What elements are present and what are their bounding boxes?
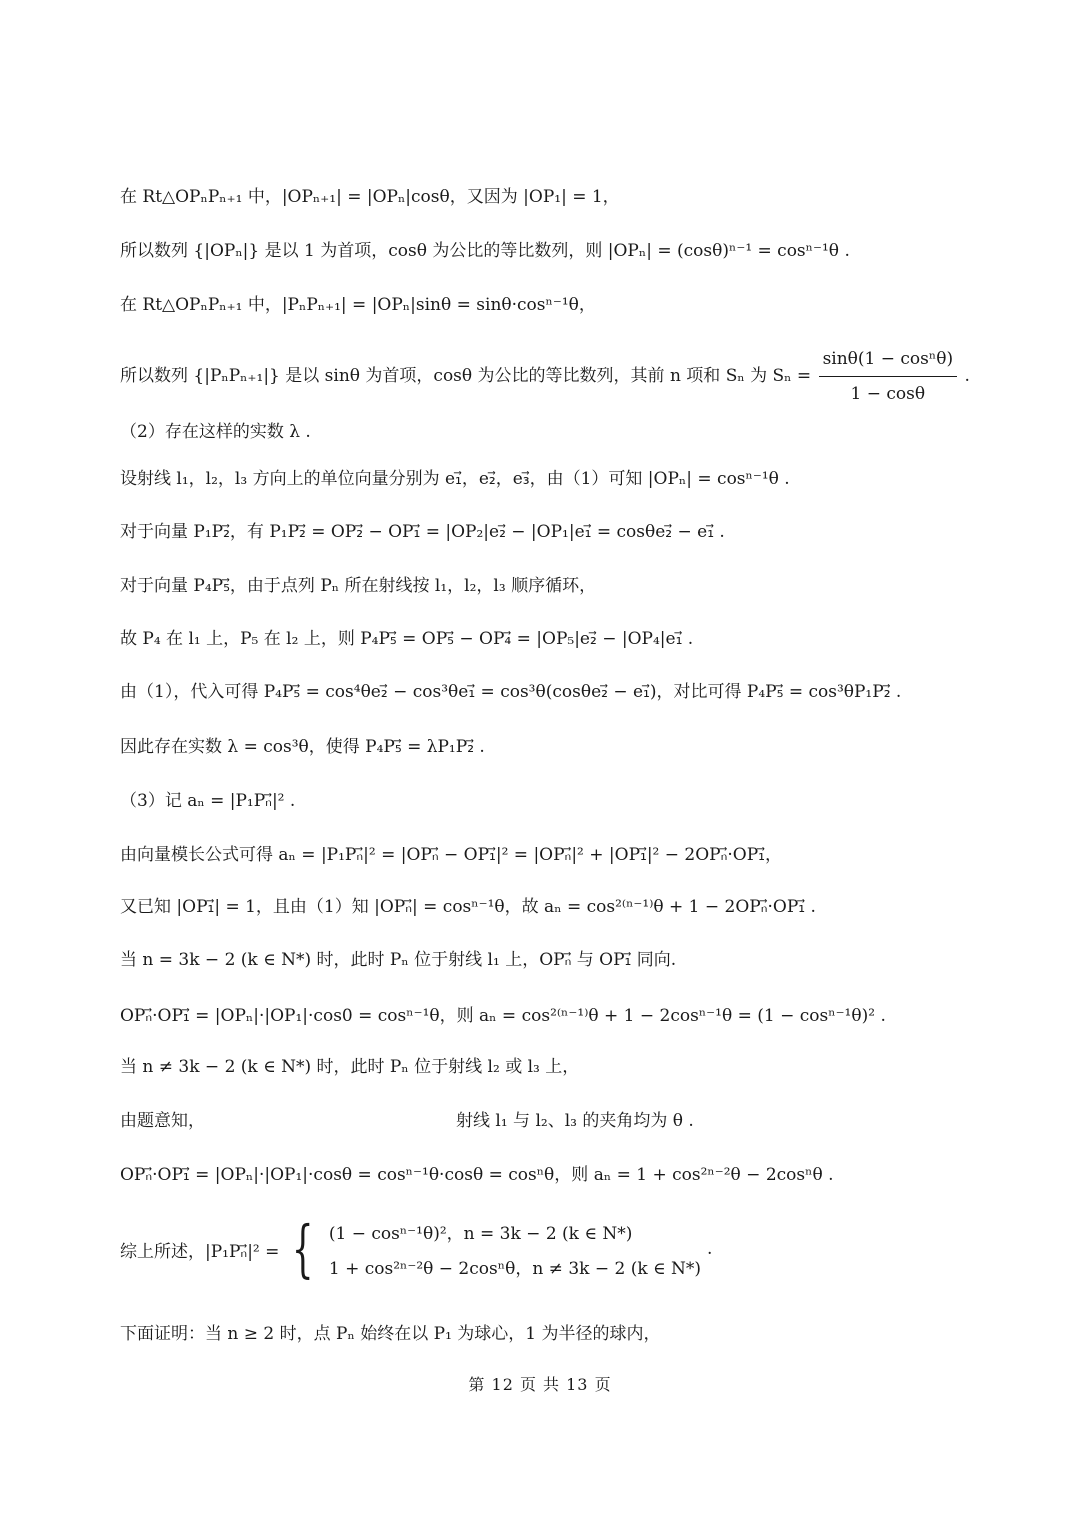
solution-line-10: 由（1），代入可得 P₄P₅⃗ = cos⁴θe₂⃗ − cos³θe₁⃗ = cos³θ(cosθe₂⃗ − e₁⃗)，对比可得 P₄P₅⃗ = cos³θP₁P₂⃗ . (120, 682, 902, 702)
solution-line-9: 故 P₄ 在 l₁ 上，P₅ 在 l₂ 上，则 P₄P₅⃗ = OP₅⃗ − OP₄⃗ = |OP₅|e₂⃗ − |OP₄|e₁⃗ . (120, 629, 694, 649)
solution-line-4-text: 所以数列 {|PₙPₙ₊₁|} 是以 sinθ 为首项，cosθ 为公比的等比数列，其前 n 项和 Sₙ 为 Sₙ = (120, 366, 812, 386)
solution-line-3: 在 Rt△OPₙPₙ₊₁ 中，|PₙPₙ₊₁| = |OPₙ|sinθ = sinθ·cosⁿ⁻¹θ， (120, 295, 596, 315)
solution-line-7: 对于向量 P₁P₂⃗，有 P₁P₂⃗ = OP₂⃗ − OP₁⃗ = |OP₂|e₂⃗ − |OP₁|e₁⃗ = cosθe₂⃗ − e₁⃗ . (120, 522, 725, 542)
solution-line-4-end: . (964, 366, 970, 386)
summary-end: . (707, 1239, 713, 1259)
summary-lead: 综上所述，|P₁Pₙ⃗|² = (120, 1241, 280, 1262)
fraction-numerator: sinθ(1 − cosⁿθ) (819, 346, 958, 377)
partial-sum-fraction (819, 346, 958, 407)
solution-line-15: 当 n = 3k − 2 (k ∈ N*) 时，此时 Pₙ 位于射线 l₁ 上，OPₙ⃗ 与 OP₁⃗ 同向. (120, 950, 677, 970)
solution-line-18 (120, 1109, 1020, 1133)
solution-line-2: 所以数列 {|OPₙ|} 是以 1 为首项，cosθ 为公比的等比数列，则 |OPₙ| = (cosθ)ⁿ⁻¹ = cosⁿ⁻¹θ . (120, 241, 850, 261)
case-1: (1 − cosⁿ⁻¹θ)²，n = 3k − 2 (k ∈ N*) (328, 1224, 633, 1244)
solution-line-18-tail: 射线 l₁ 与 l₂、l₃ 的夹角均为 θ . (456, 1111, 694, 1131)
solution-line-18-lead: 由题意知， (120, 1111, 205, 1131)
solution-line-6: 设射线 l₁，l₂，l₃ 方向上的单位向量分别为 e₁⃗，e₂⃗，e₃⃗，由（1）可知 |OPₙ| = cosⁿ⁻¹θ . (120, 469, 790, 489)
solution-line-13: 由向量模长公式可得 aₙ = |P₁Pₙ⃗|² = |OPₙ⃗ − OP₁⃗|² = |OPₙ⃗|² + |OP₁⃗|² − 2OPₙ⃗·OP₁⃗， (120, 845, 782, 865)
fraction-denominator: 1 − cosθ (850, 384, 926, 404)
solution-line-14: 又已知 |OP₁⃗| = 1，且由（1）知 |OPₙ⃗| = cosⁿ⁻¹θ，故 aₙ = cos²⁽ⁿ⁻¹⁾θ + 1 − 2OPₙ⃗·OP₁⃗ . (120, 897, 816, 917)
solution-line-4 (120, 346, 1020, 407)
piecewise-cases (329, 1219, 701, 1279)
part-3-heading: （3）记 aₙ = |P₁Pₙ⃗|² . (120, 791, 296, 811)
solution-line-1: 在 Rt△OPₙPₙ₊₁ 中，|OPₙ₊₁| = |OPₙ|cosθ，又因为 |OP₁| = 1， (120, 187, 620, 207)
solution-line-19: OPₙ⃗·OP₁⃗ = |OPₙ|·|OP₁|·cosθ = cosⁿ⁻¹θ·cosθ = cosⁿθ，则 aₙ = 1 + cos²ⁿ⁻²θ − 2cosⁿθ . (120, 1165, 834, 1185)
case-2: 1 + cos²ⁿ⁻²θ − 2cosⁿθ，n ≠ 3k − 2 (k ∈ N*) (328, 1259, 702, 1279)
page-footer: 第 12 页 共 13 页 (468, 1375, 612, 1394)
piecewise-summary (120, 1212, 713, 1285)
solution-line-11: 因此存在实数 λ = cos³θ，使得 P₄P₅⃗ = λP₁P₂⃗ . (120, 737, 485, 757)
solution-line-17: 当 n ≠ 3k − 2 (k ∈ N*) 时，此时 Pₙ 位于射线 l₂ 或 l₃ 上， (120, 1057, 580, 1077)
solution-line-16: OPₙ⃗·OP₁⃗ = |OPₙ|·|OP₁|·cos0 = cosⁿ⁻¹θ，则 aₙ = cos²⁽ⁿ⁻¹⁾θ + 1 − 2cosⁿ⁻¹θ = (1 − cosⁿ⁻¹θ)² . (120, 1006, 886, 1026)
solution-line-21: 下面证明：当 n ≥ 2 时，点 Pₙ 始终在以 P₁ 为球心，1 为半径的球内， (120, 1324, 661, 1344)
solution-line-8: 对于向量 P₄P₅⃗，由于点列 Pₙ 所在射线按 l₁，l₂，l₃ 顺序循环， (120, 576, 597, 596)
left-brace-icon: { (292, 1212, 314, 1285)
part-2-heading: （2）存在这样的实数 λ . (120, 422, 311, 442)
